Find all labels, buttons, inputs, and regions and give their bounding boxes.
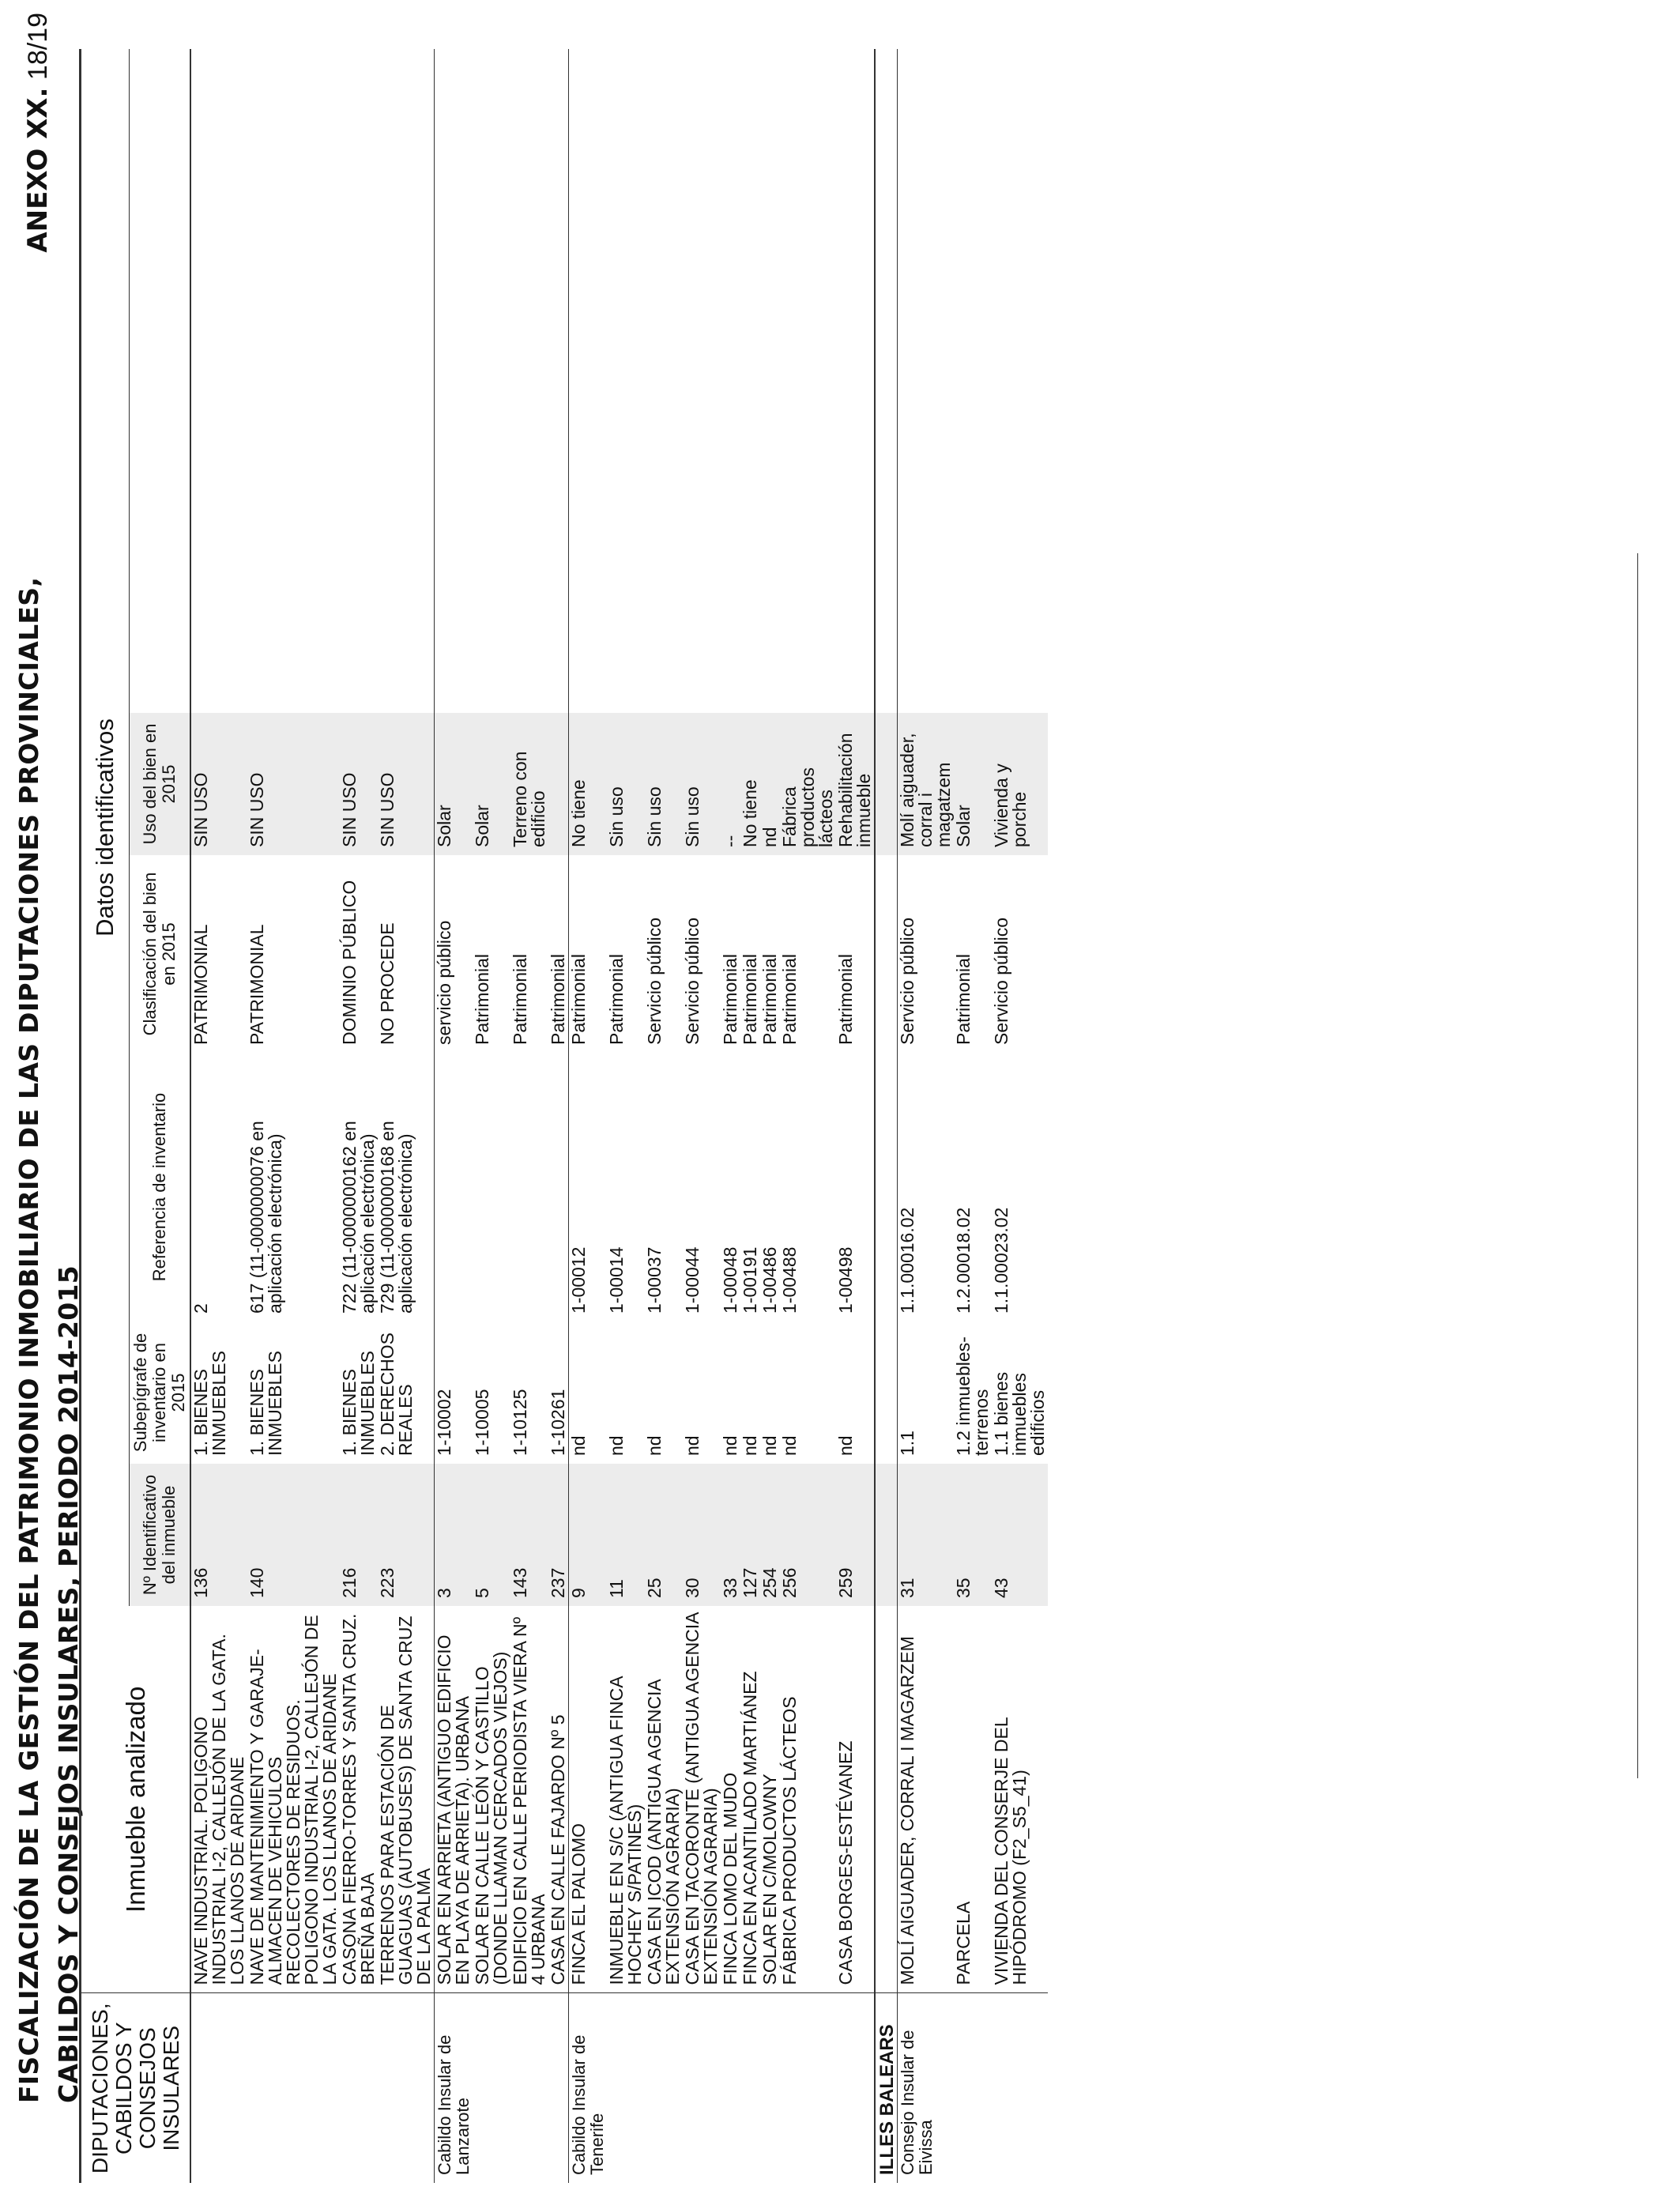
use-cell: Sin uso [645,713,683,855]
reference-cell: 1-00037 [644,1246,665,1314]
header-property: Inmueble analizado [81,1606,191,1993]
blank-cell [954,49,992,713]
id-cell: 33 [721,1464,740,1606]
reference-cell: 1-00488 [779,1246,800,1314]
property-cell: CASONA FIERRO-TORRES Y SANTA CRUZ. BREÑA BAJA [339,1613,378,1985]
subepigraph-cell: nd [835,1435,856,1456]
reference-cell: 1-00044 [682,1246,703,1314]
header-id: Nº Identificativo del inmueble [130,1464,191,1606]
use-cell: Solar [435,713,473,855]
property-cell: FINCA LOMO DEL MUDO [720,1772,740,1985]
id-cell: 25 [645,1464,683,1606]
document-title [9,577,89,2103]
subepigraph-cell: nd [779,1435,800,1456]
use-cell: Sin uso [607,713,645,855]
annex-label [22,13,54,253]
classification-cell: Patrimonial [720,953,740,1045]
use-cell: No tiene [569,713,608,855]
subepigraph-cell: 1-10002 [435,1321,473,1464]
table-row [510,49,548,2183]
use-cell: SIN USO [340,713,378,855]
header-subepigraph: Subepígrafe de inventario en 2015 [130,1321,191,1464]
classification-cell: Servicio público [682,917,703,1045]
entity-cell [992,1993,1048,2183]
use-cell: SIN USO [378,713,435,855]
subepigraph-cell: nd [682,1435,703,1456]
blank-cell [898,49,955,713]
id-cell: 9 [569,1464,608,1606]
id-cell: 136 [190,1464,247,1606]
subepigraph-cell: 1. BIENES INMUEBLES [190,1351,229,1456]
property-cell: EDIFICIO EN CALLE PERIODISTA VIERA Nº 4 URBANA [510,1616,548,1985]
reference-cell: 1-00048 [720,1246,740,1314]
blank-cell [683,49,721,713]
entity-cell [683,1993,721,2183]
id-cell: 256 [780,1464,836,1606]
reference-cell: 1-00498 [835,1246,856,1314]
blank-cell [607,49,645,713]
property-cell: NAVE DE MANTENIMIENTO Y GARAJE-ALMACEN DE VEHICULOS RECOLECTORES DE RESIDUOS. POLIGONO INDUSTRIAL I-2, CALLEJÓN DE LA GATA. LOS LLANOS DE ARIDANE [247,1615,340,1985]
classification-cell: Patrimonial [569,855,608,1053]
classification-cell: Patrimonial [548,953,568,1045]
use-cell: Sin uso [683,713,721,855]
table-row [992,49,1048,2183]
entity-cell [645,1993,683,2183]
subepigraph-cell: 1-10261 [548,1389,568,1456]
header-spacer [130,49,191,713]
blank-cell [190,49,247,713]
table-row [683,49,721,2183]
property-cell: PARCELA [953,1901,974,1985]
annex-name: ANEXO XX. [22,87,54,253]
reference-cell: 1-00014 [606,1246,627,1314]
reference-cell: 1.1.00023.02 [991,1207,1011,1314]
property-cell: CASA EN TACORONTE (ANTIGUA AGENCIA EXTENSIÓN AGRARIA) [682,1612,721,1985]
use-cell: nd [760,713,780,855]
property-cell: SOLAR EN CALLE LEÓN Y CASTILLO (DONDE LLAMAN CERCADOS VIEJOS) [472,1651,510,1985]
id-cell: 254 [760,1464,780,1606]
entity-cell [607,1993,645,2183]
blank-cell [760,49,780,713]
classification-cell: Patrimonial [779,953,800,1045]
blank-cell [569,49,608,713]
property-cell: CASA BORGES-ESTÉVANEZ [835,1740,856,1985]
blank-cell [378,49,435,713]
header-use: Uso del bien en 2015 [130,713,191,855]
id-cell: 127 [740,1464,760,1606]
reference-cell [510,1053,548,1321]
subepigraph-cell: 1.1 bienes inmuebles edificios [991,1371,1048,1456]
property-cell: INMUEBLE EN S/C (ANTIGUA FINCA HOCHEY S/PATINES) [606,1676,645,1985]
subepigraph-cell: nd [606,1435,627,1456]
classification-cell: Patrimonial [953,953,974,1045]
entity-cell [340,1993,378,2183]
entity-cell [247,1993,340,2183]
use-cell: Solar [954,713,992,855]
blank-cell [875,855,898,1053]
id-cell: 140 [247,1464,340,1606]
subepigraph-cell: nd [569,1321,608,1464]
entity-cell [473,1993,510,2183]
blank-cell [435,49,473,713]
use-cell: Vivienda y porche [992,713,1048,855]
classification-cell: Patrimonial [759,953,780,1045]
subepigraph-cell: 1.1 [898,1321,955,1464]
classification-cell: Servicio público [898,855,955,1053]
classification-cell: PATRIMONIAL [247,924,267,1045]
blank-cell [645,49,683,713]
entity-cell [510,1993,548,2183]
header-identifying-data: Datos identificativos [81,49,130,1606]
table-row [607,49,645,2183]
property-cell: TERRENOS PARA ESTACIÓN DE GUAGUAS (AUTOBUSES) DE SANTA CRUZ DE LA PALMA [377,1615,434,1985]
table-bottom-rule [1637,553,1638,1778]
title-line-2: CABILDOS Y CONSEJOS INSULARES, PERIODO 2014-2015 [53,1265,84,2103]
id-cell: 43 [992,1464,1048,1606]
entity-cell [760,1993,780,2183]
subepigraph-cell: 1.2 inmuebles-terrenos [953,1336,992,1456]
table-row [898,49,955,2183]
classification-cell: servicio público [435,855,473,1053]
region-title: ILLES BALEARS [875,1993,898,2183]
property-cell: VIVIENDA DEL CONSERJE DEL HIPÓDROMO (F2_S5_41) [991,1717,1030,1985]
table-row [569,49,608,2183]
table-row [378,49,435,2183]
classification-cell: PATRIMONIAL [190,924,211,1045]
blank-cell [247,49,340,713]
blank-cell [340,49,378,713]
table-row [760,49,780,2183]
classification-cell: Patrimonial [835,953,856,1045]
blank-cell [875,1321,898,1464]
property-cell: MOLÍ AIGUADER, CORRAL I MAGARZEM [898,1606,955,1993]
id-cell: 3 [435,1464,473,1606]
table-row [740,49,760,2183]
reference-cell [435,1053,473,1321]
blank-cell [875,1464,898,1606]
use-cell: Rehabilitación inmueble [836,713,875,855]
subepigraph-cell: nd [740,1435,760,1456]
reference-cell: 2 [190,1303,211,1314]
property-cell: NAVE INDUSTRIAL. POLIGONO INDUSTRIAL I-2, CALLEJÓN DE LA GATA. LOS LLANOS DE ARIDANE [190,1634,247,1985]
blank-cell [780,49,836,713]
subepigraph-cell: 2. DERECHOS REALES [377,1333,416,1456]
reference-cell: 1.2.00018.02 [953,1207,974,1314]
table-row [190,49,247,2183]
use-cell: SIN USO [247,713,340,855]
property-cell: CASA EN ICOD (ANTIGUA AGENCIA EXTENSIÓN AGRARIA) [644,1679,683,1985]
table-row [780,49,836,2183]
classification-cell: NO PROCEDE [377,922,397,1045]
entity-cell: Cabildo Insular de Tenerife [569,1993,608,2183]
id-cell: 31 [898,1464,955,1606]
classification-cell: DOMINIO PÚBLICO [339,880,360,1045]
classification-cell: Servicio público [644,917,665,1045]
use-cell: No tiene [740,713,760,855]
reference-cell: 1-00012 [569,1053,608,1321]
blank-cell [473,49,510,713]
header-entity: DIPUTACIONES, CABILDOS Y CONSEJOS INSULARES [81,1993,191,2183]
blank-cell [510,49,548,713]
subepigraph-cell: 1. BIENES INMUEBLES [247,1351,285,1456]
subepigraph-cell: nd [644,1435,665,1456]
id-cell: 237 [548,1464,569,1606]
entity-cell [780,1993,836,2183]
use-cell: Terreno con edificio [510,713,548,855]
reference-cell: 1.1.00016.02 [898,1053,955,1321]
classification-cell: Patrimonial [606,953,627,1045]
property-cell: FINCA EN ACANTILADO MARTIÁNEZ [740,1671,760,1985]
entity-cell: Consejo Insular de Eivissa [898,1993,955,2183]
id-cell: 30 [683,1464,721,1606]
reference-cell: 617 (11-0000000076 en aplicación electrónica) [247,1121,285,1314]
table-row [645,49,683,2183]
entity-cell [721,1993,740,2183]
classification-cell: Patrimonial [472,953,492,1045]
table-row [548,49,569,2183]
property-cell: FÁBRICA PRODUCTOS LÁCTEOS [779,1696,800,1985]
id-cell: 143 [510,1464,548,1606]
table-row [340,49,378,2183]
blank-cell [740,49,760,713]
classification-cell: Patrimonial [510,953,530,1045]
reference-cell: 729 (11-0000000168 en aplicación electrónica) [377,1121,416,1314]
subepigraph-cell: 1-10005 [472,1389,492,1456]
reference-cell: 1-00486 [759,1246,780,1314]
property-cell: CASA EN CALLE FAJARDO Nº 5 [548,1714,568,1985]
subepigraph-cell: nd [720,1435,740,1456]
property-cell: SOLAR EN ARRIETA (ANTIGUO EDIFICIO EN PLAYA DE ARRIETA). URBANA [435,1606,473,1993]
table-row [836,49,875,2183]
table-row [473,49,510,2183]
region-row [875,49,898,2183]
reference-cell: 1-00191 [740,1246,760,1314]
blank-cell [875,49,898,713]
subepigraph-cell: nd [759,1435,780,1456]
use-cell: -- [721,713,740,855]
entity-cell [836,1993,875,2183]
reference-cell [548,1053,569,1321]
blank-cell [992,49,1048,713]
table-row [247,49,340,2183]
subepigraph-cell: 1. BIENES INMUEBLES [339,1351,378,1456]
entity-cell [190,1993,247,2183]
use-cell [548,713,569,855]
entity-cell [378,1993,435,2183]
id-cell: 5 [473,1464,510,1606]
blank-cell [836,49,875,713]
entity-cell: Cabildo Insular de Lanzarote [435,1993,473,2183]
blank-cell [875,1606,898,1993]
id-cell: 11 [607,1464,645,1606]
id-cell: 223 [378,1464,435,1606]
id-cell: 259 [836,1464,875,1606]
use-cell: Fábrica productos lácteos [780,713,836,855]
use-cell: Solar [473,713,510,855]
use-cell: SIN USO [190,713,247,855]
reference-cell: 722 (11-0000000162 en aplicación electrónica) [339,1121,378,1314]
property-cell: SOLAR EN C/MOLOWNY [759,1774,780,1985]
table-row [954,49,992,2183]
annex-page-number: 18/19 [23,13,53,81]
classification-cell: Servicio público [991,917,1011,1045]
entity-cell [548,1993,569,2183]
id-cell: 216 [340,1464,378,1606]
blank-cell [875,1053,898,1321]
property-cell: FINCA EL PALOMO [569,1606,608,1993]
reference-cell [473,1053,510,1321]
classification-cell: Patrimonial [740,953,760,1045]
header-classification: Clasificación del bien en 2015 [130,855,191,1053]
table-row [435,49,473,2183]
entity-cell [740,1993,760,2183]
subepigraph-cell: 1-10125 [510,1389,530,1456]
table-row [721,49,740,2183]
id-cell: 35 [954,1464,992,1606]
blank-cell [721,49,740,713]
header-reference: Referencia de inventario [130,1053,191,1321]
title-line-1: FISCALIZACIÓN DE LA GESTIÓN DEL PATRIMONIO INMOBILIARIO DE LAS DIPUTACIONES PROVINCIALES, [13,576,44,2103]
blank-cell [548,49,569,713]
entity-cell [954,1993,992,2183]
use-cell: Molí aiguader, corral i magatzem [898,713,955,855]
blank-cell [875,713,898,855]
inventory-table [79,49,1048,2183]
